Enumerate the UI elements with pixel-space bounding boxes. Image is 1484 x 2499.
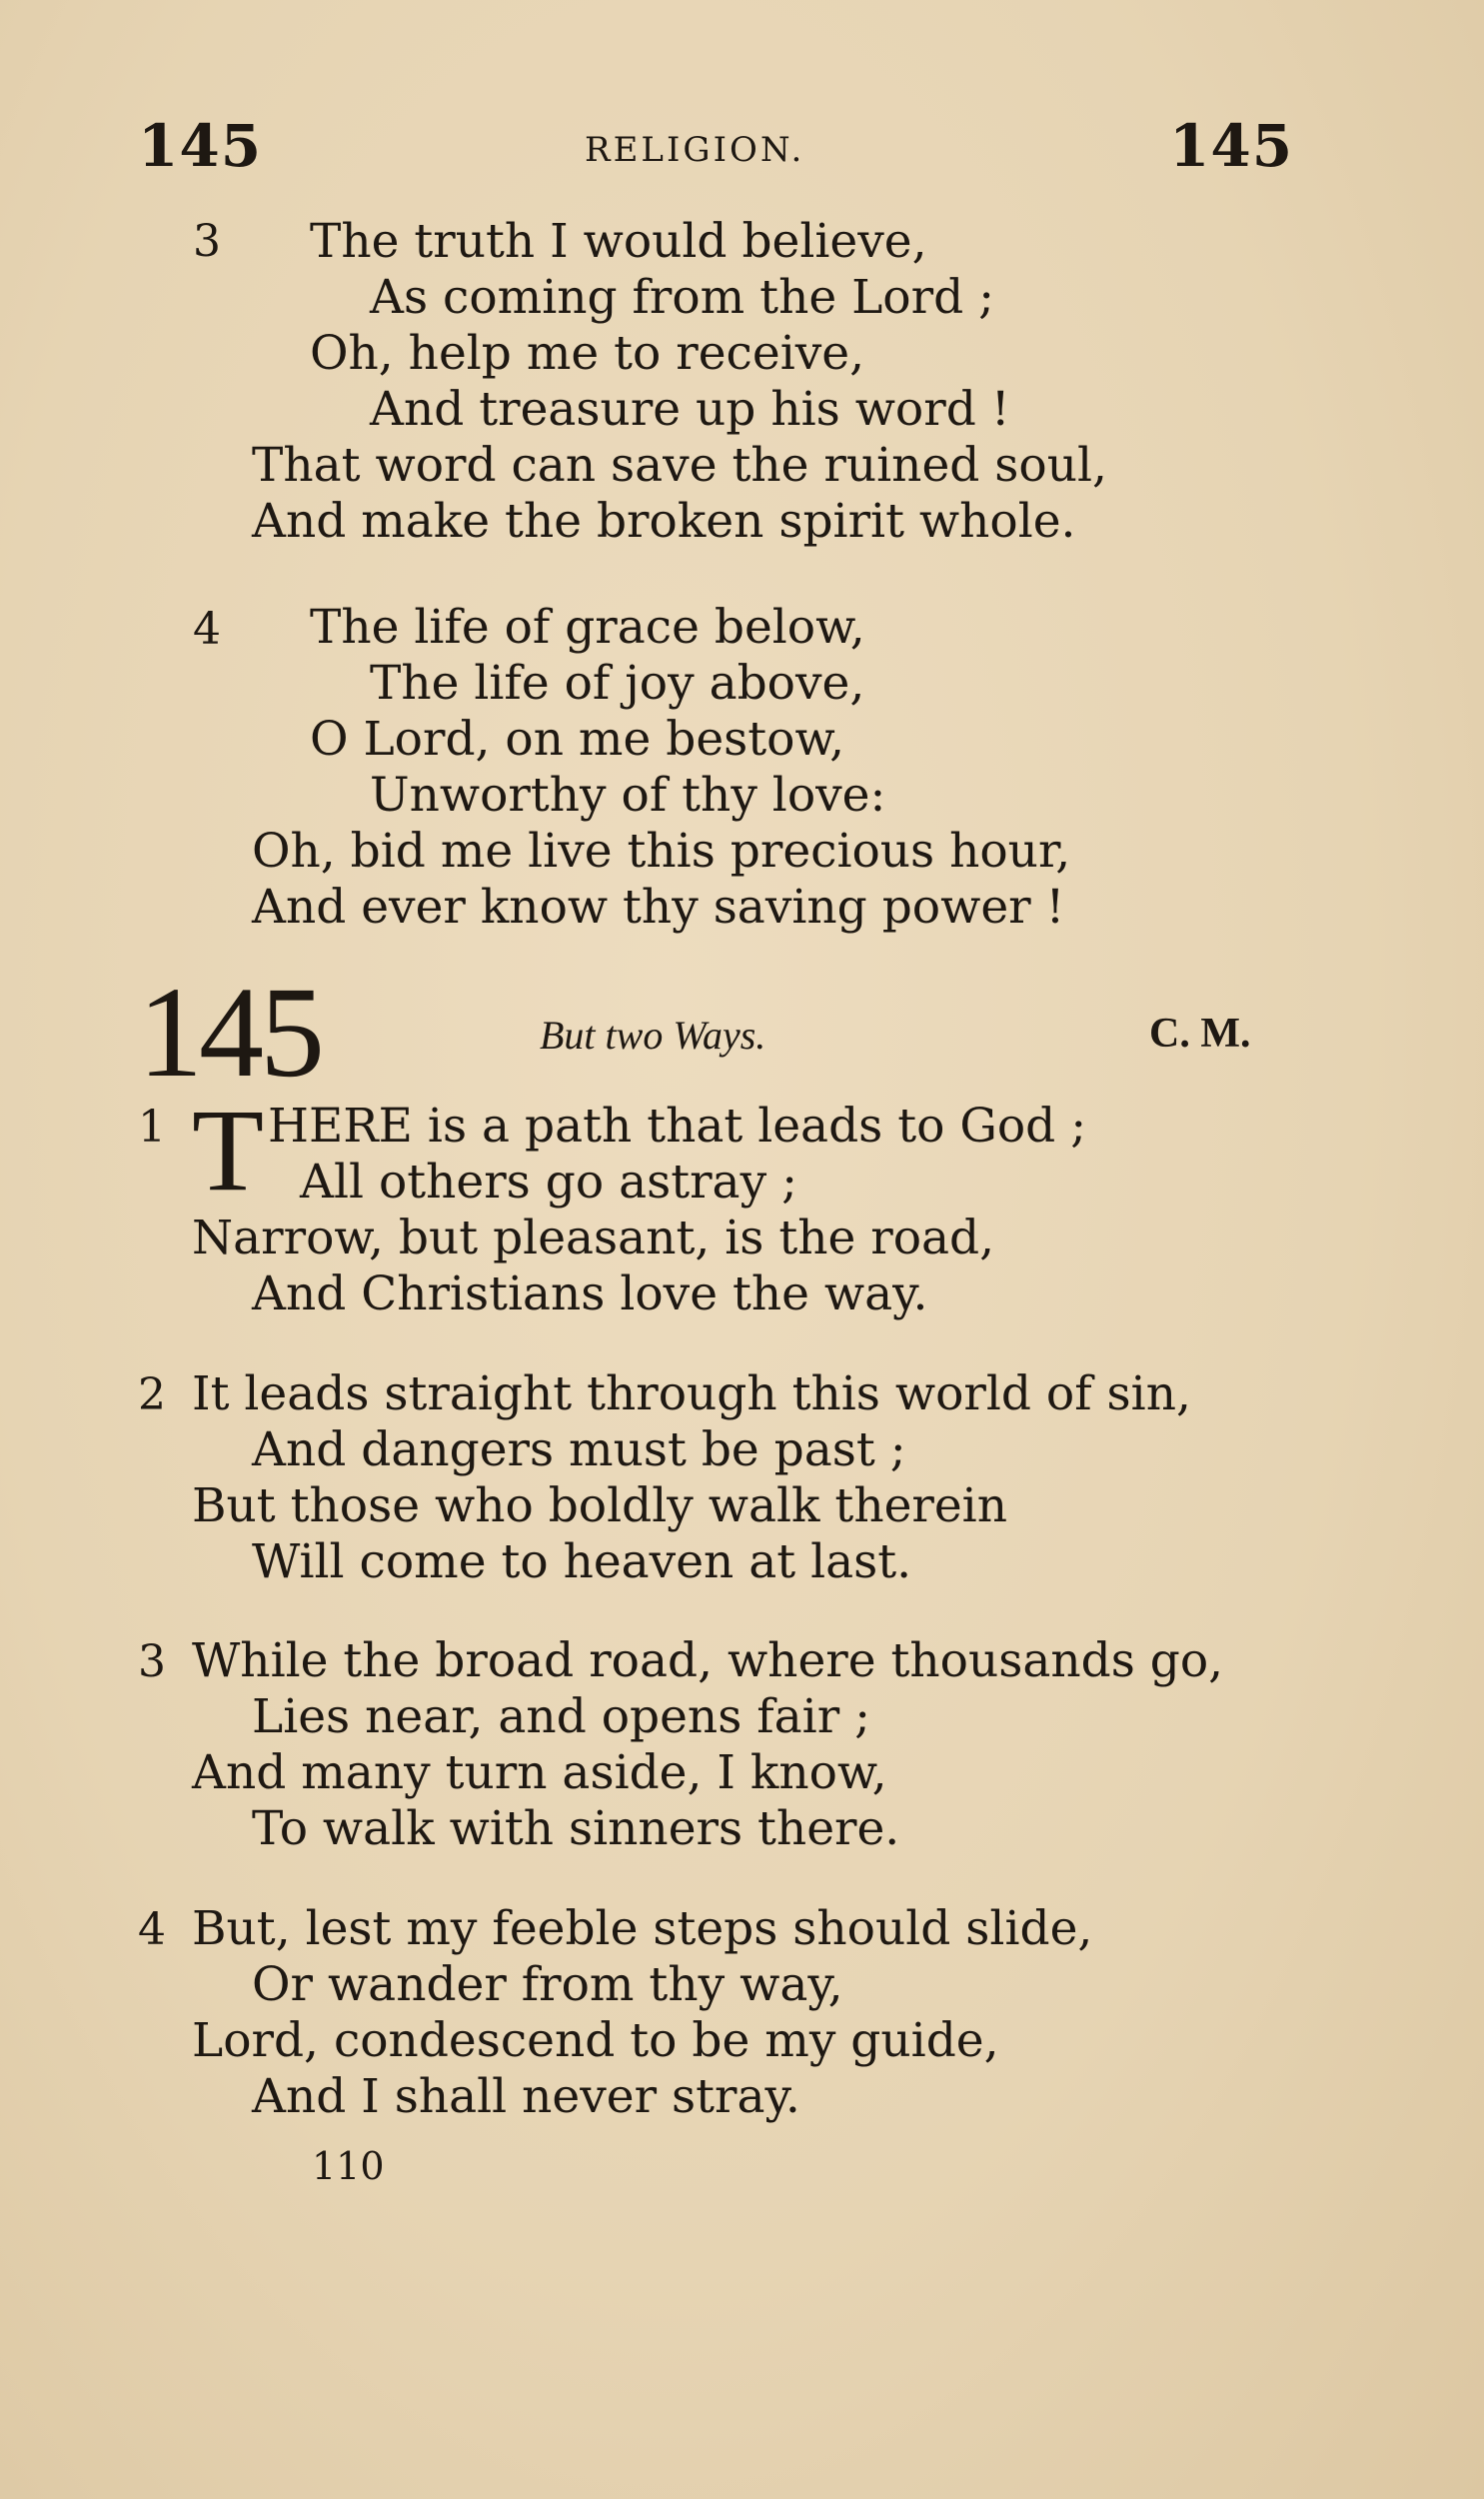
verse-line: Narrow, but pleasant, is the road, — [192, 1211, 995, 1265]
verse-line: The life of joy above, — [370, 656, 865, 711]
verse-line: Oh, help me to receive, — [310, 326, 865, 381]
verse-line: It leads straight through this world of sin, — [192, 1366, 1191, 1421]
verse-line: That word can save the ruined soul, — [252, 438, 1107, 493]
verse-line: Unworthy of thy love: — [370, 768, 886, 823]
verse-line: And dangers must be past ; — [252, 1422, 906, 1477]
page-number-left: 145 — [138, 112, 263, 180]
verse-line: Lord, condescend to be my guide, — [192, 2013, 999, 2068]
verse-line: And Christians love the way. — [252, 1266, 928, 1321]
verse-number: 2 — [138, 1369, 166, 1420]
verse-line: And treasure up his word ! — [370, 382, 1010, 437]
verse-line: But those who boldly walk therein — [192, 1478, 1007, 1533]
verse-line: Will come to heaven at last. — [252, 1534, 912, 1589]
verse-line: All others go astray ; — [300, 1155, 797, 1210]
verse-line: O Lord, on me bestow, — [310, 712, 845, 767]
page-number-right: 145 — [1169, 112, 1294, 180]
verse-line: While the broad road, where thousands go, — [192, 1633, 1224, 1688]
hymn-title: But two Ways. — [540, 1013, 766, 1058]
verse-line: And make the broken spirit whole. — [252, 494, 1076, 549]
verse-number: 4 — [138, 1904, 166, 1955]
verse-line: And many turn aside, I know, — [192, 1745, 887, 1800]
verse-number: 4 — [193, 604, 221, 655]
hymn-number: 145 — [138, 961, 321, 1105]
signature-mark: 110 — [312, 2144, 385, 2188]
drop-cap: T — [192, 1085, 265, 1216]
section-title: RELIGION. — [585, 130, 805, 170]
verse-line: To walk with sinners there. — [252, 1801, 900, 1856]
verse-line: The truth I would believe, — [310, 214, 927, 269]
verse-line: HERE is a path that leads to God ; — [268, 1099, 1087, 1154]
verse-line: And ever know thy saving power ! — [252, 880, 1065, 935]
verse-line: But, lest my feeble steps should slide, — [192, 1901, 1093, 1956]
verse-line: And I shall never stray. — [252, 2069, 800, 2124]
verse-line: Lies near, and opens fair ; — [252, 1689, 870, 1744]
verse-number: 3 — [193, 216, 221, 267]
verse-number: 1 — [138, 1102, 166, 1153]
verse-line: Oh, bid me live this precious hour, — [252, 824, 1071, 879]
verse-line: The life of grace below, — [310, 600, 865, 655]
verse-line: As coming from the Lord ; — [370, 270, 994, 325]
hymn-meter: C. M. — [1149, 1011, 1251, 1057]
running-head — [0, 112, 1484, 182]
verse-number: 3 — [138, 1636, 166, 1687]
verse-line: Or wander from thy way, — [252, 1957, 843, 2012]
